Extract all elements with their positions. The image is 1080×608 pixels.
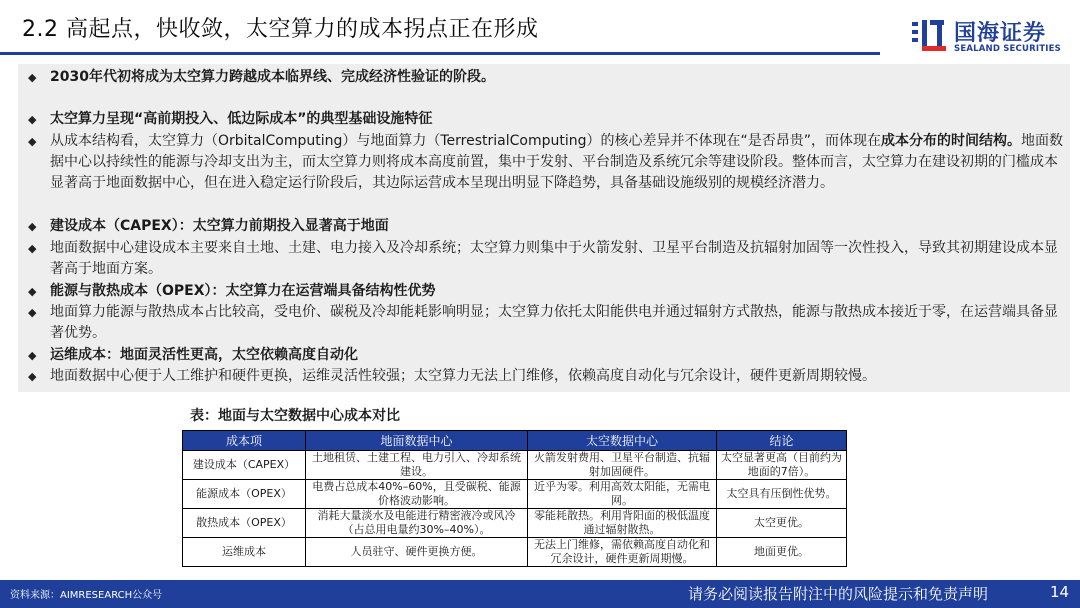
- diamond-bullet-icon: ◆: [28, 135, 37, 148]
- column-header: 地面数据中心: [306, 431, 528, 451]
- bullet-text: 能源与散热成本（OPEX）：太空算力在运营端具备结构性优势: [50, 283, 436, 299]
- logo-english-name: SEALAND SECURITIES: [954, 44, 1061, 54]
- bullet-4: [28, 216, 1066, 237]
- column-header: 结论: [717, 431, 847, 451]
- bullet-text: 地面数据中心建设成本主要来自土地、土建、电力接入及冷却系统；太空算力则集中于火箭发射、卫星平台制造及抗辐射加固等一次性投入，导致其初期建设成本显著高于地面方案。: [50, 240, 1058, 277]
- table-cell: 近乎为零。利用高效太阳能，无需电网。: [528, 480, 717, 509]
- page-title: 2.2 高起点，快收敛，太空算力的成本拐点正在形成: [22, 17, 539, 42]
- table-cell: 无法上门维修，需依赖高度自动化和冗余设计，硬件更新周期慢。: [528, 538, 717, 567]
- bullet-text: 建设成本（CAPEX）：太空算力前期投入显著高于地面: [50, 218, 389, 234]
- bullet-text: 2030年代初将成为太空算力跨越成本临界线、完成经济性验证的阶段。: [50, 69, 495, 85]
- bullet-text: 地面算力能源与散热成本占比较高，受电价、碳税及冷却能耗影响明显；太空算力依托太阳能供电并通过辐射方式散热，能源与散热成本接近于零，在运营端具备显著优势。: [50, 304, 1058, 341]
- table-row: [183, 538, 847, 567]
- table-cell: 火箭发射费用、卫星平台制造、抗辐射加固硬件。: [528, 451, 717, 480]
- bullet-9: [28, 366, 1066, 387]
- table-row: [183, 480, 847, 509]
- diamond-bullet-icon: ◆: [28, 285, 37, 298]
- bullet-5: [28, 238, 1066, 280]
- bullet-2: [28, 109, 1066, 130]
- table-cell: 能源成本（OPEX）: [183, 480, 306, 509]
- title-underline: [0, 52, 880, 55]
- logo-chinese-name: 国海证券: [954, 21, 1047, 46]
- table-cell: 散热成本（OPEX）: [183, 509, 306, 538]
- bullet-text-emphasis: 成本分布的时间结构。: [881, 133, 1022, 149]
- bullet-7: [28, 302, 1066, 344]
- table-cell: 太空显著更高（目前约为地面的7倍）。: [717, 451, 847, 480]
- bullet-text: 运维成本：地面灵活性更高，太空依赖高度自动化: [50, 347, 358, 363]
- table-row: [183, 509, 847, 538]
- table-cell: 太空具有压倒性优势。: [717, 480, 847, 509]
- diamond-bullet-icon: ◆: [28, 220, 37, 233]
- diamond-bullet-icon: ◆: [28, 349, 37, 362]
- bullet-1: [28, 67, 1066, 88]
- table-cell: 人员驻守、硬件更换方便。: [306, 538, 528, 567]
- table-cell: 运维成本: [183, 538, 306, 567]
- diamond-bullet-icon: ◆: [28, 306, 37, 319]
- diamond-bullet-icon: ◆: [28, 71, 37, 84]
- table-caption: 表：地面与太空数据中心成本对比: [190, 408, 400, 424]
- table-cell: 地面更优。: [717, 538, 847, 567]
- diamond-bullet-icon: ◆: [28, 370, 37, 383]
- company-logo: [910, 16, 1070, 58]
- table-cell: 零能耗散热。利用背阳面的极低温度通过辐射散热。: [528, 509, 717, 538]
- page-number: 14: [1050, 583, 1070, 601]
- disclaimer-text: 请务必阅读报告附注中的风险提示和免责声明: [688, 585, 989, 603]
- source-note: 资料来源：AIMRESEARCH公众号: [10, 590, 163, 601]
- bullet-text: 从成本结构看，太空算力（OrbitalComputing）与地面算力（TerrestrialComputing）的核心差异并不体现在“是否昂贵”，而体现在: [50, 133, 882, 149]
- table-row: [183, 451, 847, 480]
- cost-comparison-table: [182, 430, 847, 567]
- bullet-8: [28, 345, 1066, 366]
- table-cell: 土地租赁、土建工程、电力引入、冷却系统建设。: [306, 451, 528, 480]
- bullet-text: 地面数据中心以持续性的能源与冷却支出为主，而太空算力则将成本高度前置，集中于发射、平台制造及系统冗余等建设阶段。整体而言，太空算力在建设初期的门槛成本显著高于地面数据中心，但在进入稳定运行阶段后，其边际运营成本呈现出明显下降趋势，具备基础设施级别的规模经济潜力。: [50, 133, 1064, 191]
- diamond-bullet-icon: ◆: [28, 242, 37, 255]
- bullet-text: 太空算力呈现“高前期投入、低边际成本”的典型基础设施特征: [50, 111, 433, 127]
- table-cell: 建设成本（CAPEX）: [183, 451, 306, 480]
- column-header: 成本项: [183, 431, 306, 451]
- table-cell: 电费占总成本40%–60%，且受碳税、能源价格波动影响。: [306, 480, 528, 509]
- bullet-6: [28, 281, 1066, 302]
- page-header: [0, 0, 1080, 56]
- sealand-logo-icon: [910, 16, 950, 56]
- bullet-3: [28, 131, 1066, 194]
- diamond-bullet-icon: ◆: [28, 113, 37, 126]
- bullet-text: 地面数据中心便于人工维护和硬件更换，运维灵活性较强；太空算力无法上门维修，依赖高度自动化与冗余设计，硬件更新周期较慢。: [50, 368, 876, 384]
- column-header: 太空数据中心: [528, 431, 717, 451]
- table-cell: 消耗大量淡水及电能进行精密液冷或风冷（占总用电量约30%–40%）。: [306, 509, 528, 538]
- table-header-row: [183, 431, 847, 451]
- table-cell: 太空更优。: [717, 509, 847, 538]
